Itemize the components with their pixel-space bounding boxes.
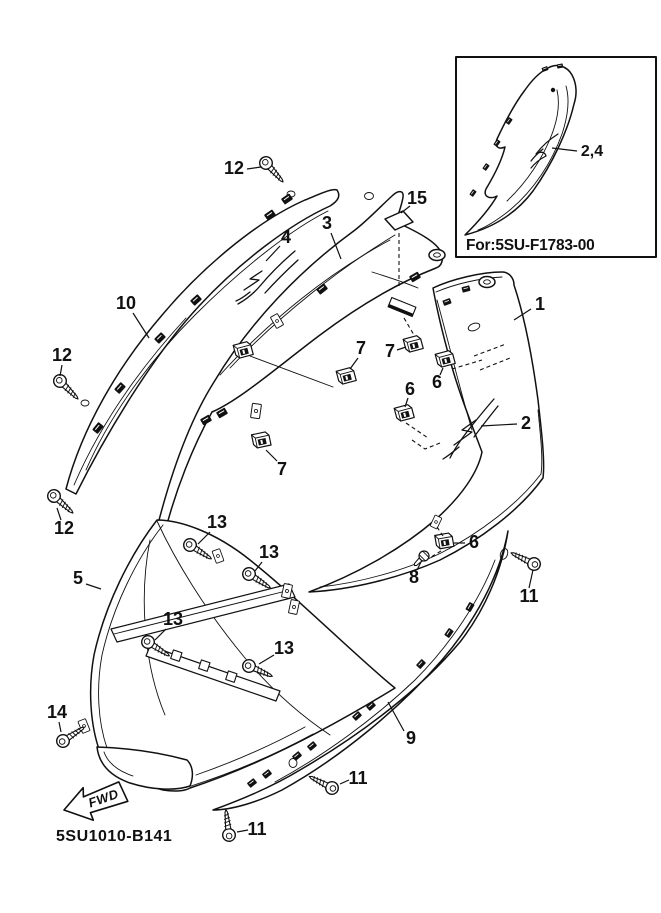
hole-dot — [551, 88, 555, 92]
clip-7-icon — [252, 431, 272, 448]
callout-label: 13 — [258, 541, 280, 562]
callout-label: 10 — [115, 292, 137, 313]
callout-label: 6 — [404, 378, 416, 399]
callout-leader-line — [397, 347, 406, 350]
callout-label: 13 — [162, 608, 184, 629]
callout-label: 6 — [431, 371, 443, 392]
clip-7-icon — [403, 335, 423, 353]
callout-label: 13 — [273, 637, 295, 658]
screw-12-icon — [51, 372, 82, 403]
callout-label: 7 — [355, 337, 367, 358]
clip-box — [199, 660, 210, 671]
callout-label: 1 — [534, 293, 546, 314]
clip-nub-icon — [281, 193, 293, 204]
callout-leader-line — [247, 167, 261, 169]
clip-6-icon — [394, 404, 414, 422]
callout-label: 11 — [348, 767, 368, 788]
clip-7-icon — [336, 367, 356, 385]
clip-nub-icon — [307, 741, 317, 751]
callout-leader-line — [350, 358, 358, 369]
callout-label: 2,4 — [580, 143, 604, 161]
callout-label: 15 — [406, 187, 428, 208]
callout-label: 5 — [72, 567, 84, 588]
callout-label: 12 — [223, 157, 245, 178]
callout-label: 2 — [520, 412, 532, 433]
callout-label: 8 — [408, 566, 420, 587]
callout-label: 12 — [51, 344, 73, 365]
callout-label: 14 — [46, 701, 68, 722]
clip-nub-icon — [247, 778, 257, 788]
screw-hole — [81, 400, 89, 406]
callout-leader-line — [266, 450, 277, 461]
clip-nub-icon — [465, 602, 474, 612]
panel-3-side-cover-upper — [158, 192, 445, 528]
callout-leader-line — [59, 722, 61, 732]
callout-leader-line — [266, 246, 280, 261]
callout-label: 9 — [405, 727, 417, 748]
callout-label: 12 — [53, 517, 75, 538]
fwd-label: FWD — [86, 786, 121, 811]
grommet-icon — [429, 250, 445, 261]
callout-label: 3 — [321, 212, 333, 233]
screw-11-icon — [306, 771, 340, 797]
clip-6-icon — [435, 533, 454, 550]
clip-nub-icon — [262, 769, 272, 779]
callout-leader-line — [86, 584, 101, 589]
drawing-number: 5SU1010-B141 — [56, 828, 173, 845]
inset-box — [456, 57, 656, 257]
screw-11-icon — [220, 809, 236, 842]
callout-label: 7 — [384, 340, 396, 361]
callout-label: 6 — [468, 531, 480, 552]
clip-box — [171, 650, 182, 661]
screw-11-icon — [508, 547, 542, 572]
callout-leader-line — [237, 830, 248, 832]
callout-leader-line — [133, 313, 149, 338]
clip-nub-icon — [416, 659, 426, 669]
slot-bracket — [388, 297, 416, 316]
grommet-icon — [365, 193, 374, 200]
fwd-arrow — [60, 778, 130, 826]
inset-caption: For:5SU-F1783-00 — [466, 237, 595, 254]
screw-12-icon — [257, 154, 288, 186]
panel-1-side-cover — [309, 272, 544, 592]
clip-box — [226, 671, 237, 682]
clip-nub-icon — [292, 751, 302, 761]
callout-label: 11 — [247, 818, 267, 839]
callout-label: 4 — [280, 226, 292, 247]
bracket-plate — [251, 403, 262, 419]
callout-label: 7 — [276, 458, 288, 479]
callout-label: 11 — [519, 585, 539, 606]
callout-label: 13 — [206, 511, 228, 532]
grommet-icon — [479, 277, 495, 288]
